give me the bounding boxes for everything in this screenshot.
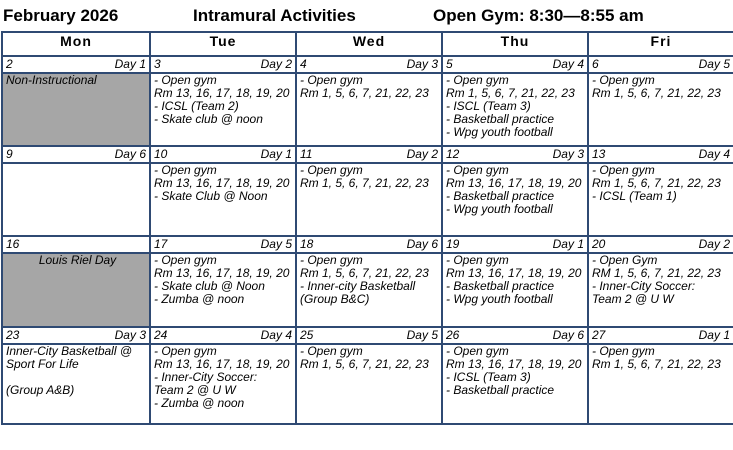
day-content-row <box>2 253 733 327</box>
date-number: 20 <box>592 237 606 251</box>
date-number: 24 <box>154 328 168 342</box>
cycle-day-label: Day 1 <box>260 147 292 161</box>
date-number: 27 <box>592 328 606 342</box>
activity-line: Rm 1, 5, 6, 7, 21, 22, 23 <box>300 266 429 280</box>
cycle-day-label: Day 4 <box>260 328 292 342</box>
activity-line: - Open gym <box>446 163 509 177</box>
day-cell-header <box>150 236 296 253</box>
activity-line: - Basketball practice <box>446 112 555 126</box>
day-activities-cell <box>588 253 733 327</box>
activity-line: Rm 13, 16, 17, 18, 19, 20 <box>154 357 290 371</box>
cycle-day-label: Day 6 <box>406 237 438 251</box>
activity-line: - Open gym <box>446 253 509 267</box>
day-activities-cell <box>2 344 150 424</box>
day-cell-header <box>588 56 733 73</box>
day-cell-header <box>442 236 588 253</box>
day-content-row <box>2 344 733 424</box>
day-cell-header <box>296 236 442 253</box>
day-cell-header <box>2 327 150 344</box>
date-header-row <box>2 146 733 163</box>
day-activities-cell <box>442 344 588 424</box>
cycle-day-label: Day 5 <box>406 328 438 342</box>
activity-line: Rm 13, 16, 17, 18, 19, 20 <box>154 176 290 190</box>
activity-line: (Group A&B) <box>6 383 75 397</box>
activity-line: Team 2 @ U W <box>154 383 236 397</box>
activity-line: Rm 1, 5, 6, 7, 21, 22, 23 <box>300 176 429 190</box>
day-cell-header <box>150 327 296 344</box>
activity-line: - Open Gym <box>592 253 658 267</box>
activity-line: - Open gym <box>300 344 363 358</box>
activity-line: - ICSL (Team 1) <box>592 189 677 203</box>
activity-line: Rm 13, 16, 17, 18, 19, 20 <box>446 266 582 280</box>
activity-line: - Open gym <box>300 163 363 177</box>
activity-line: - Wpg youth football <box>446 125 553 139</box>
cycle-day-label: Day 4 <box>698 147 730 161</box>
activity-line: Team 2 @ U W <box>592 292 674 306</box>
activity-line: - Basketball practice <box>446 279 555 293</box>
activity-line: - Open gym <box>300 73 363 87</box>
activity-line: - Zumba @ noon <box>154 396 245 410</box>
activity-line: - ICSL (Team 2) <box>154 99 239 113</box>
date-number: 19 <box>446 237 460 251</box>
calendar-table <box>1 31 733 425</box>
activity-line: - Inner-City Soccer: <box>154 370 258 384</box>
day-cell-header <box>588 146 733 163</box>
day-cell-header <box>150 146 296 163</box>
title-bar <box>0 0 733 32</box>
day-activities-cell <box>296 253 442 327</box>
cycle-day-label: Day 5 <box>260 237 292 251</box>
weekday-wed: Wed <box>296 32 442 56</box>
date-number: 12 <box>446 147 460 161</box>
activity-line: - Skate club @ noon <box>154 112 263 126</box>
date-header-row <box>2 327 733 344</box>
date-number: 6 <box>592 57 599 71</box>
activity-line: - Open gym <box>154 344 217 358</box>
activity-line: - Zumba @ noon <box>154 292 245 306</box>
activity-line: Rm 1, 5, 6, 7, 21, 22, 23 <box>592 357 721 371</box>
activity-line: - Open gym <box>592 163 655 177</box>
date-number: 13 <box>592 147 606 161</box>
cycle-day-label: Day 2 <box>260 57 292 71</box>
day-cell-header <box>2 236 150 253</box>
date-number: 23 <box>6 328 20 342</box>
day-activities-cell <box>150 253 296 327</box>
date-number: 26 <box>446 328 460 342</box>
date-number: 2 <box>6 57 13 71</box>
activity-line: Rm 13, 16, 17, 18, 19, 20 <box>154 266 290 280</box>
cycle-day-label: Day 4 <box>552 57 584 71</box>
day-activities-cell <box>296 163 442 236</box>
day-cell-header <box>2 56 150 73</box>
activity-line: Rm 1, 5, 6, 7, 21, 22, 23 <box>300 86 429 100</box>
weekday-fri: Fri <box>588 32 733 56</box>
cycle-day-label: Day 3 <box>406 57 438 71</box>
cycle-day-label: Day 2 <box>406 147 438 161</box>
activity-line: - Open gym <box>446 344 509 358</box>
activity-line: Rm 1, 5, 6, 7, 21, 22, 23 <box>300 357 429 371</box>
day-activities-cell <box>2 163 150 236</box>
activity-line: Inner-City Basketball @ <box>6 344 133 358</box>
day-cell-header <box>2 146 150 163</box>
day-activities-cell <box>150 73 296 146</box>
cycle-day-label: Day 1 <box>698 328 730 342</box>
month-title: February 2026 <box>3 6 119 25</box>
date-number: 10 <box>154 147 168 161</box>
activity-line: Louis Riel Day <box>38 253 117 267</box>
activity-line: - Open gym <box>154 253 217 267</box>
cycle-day-label: Day 6 <box>114 147 146 161</box>
activity-line: Rm 13, 16, 17, 18, 19, 20 <box>446 176 582 190</box>
date-number: 4 <box>300 57 307 71</box>
day-activities-cell <box>588 163 733 236</box>
cycle-day-label: Day 3 <box>552 147 584 161</box>
day-activities-cell <box>442 73 588 146</box>
date-number: 5 <box>446 57 453 71</box>
cycle-day-label: Day 1 <box>114 57 146 71</box>
activity-line: (Group B&C) <box>300 292 370 306</box>
cycle-day-label: Day 3 <box>114 328 146 342</box>
day-cell-header <box>296 146 442 163</box>
open-gym-hours: Open Gym: 8:30—8:55 am <box>433 6 644 25</box>
date-number: 11 <box>300 147 313 161</box>
activity-line: Non-Instructional <box>6 73 97 87</box>
activity-line: - ICSL (Team 3) <box>446 370 531 384</box>
day-cell-header <box>150 56 296 73</box>
date-number: 17 <box>154 237 168 251</box>
day-cell-header <box>442 327 588 344</box>
day-content-row <box>2 73 733 146</box>
weekday-header-row <box>2 32 733 56</box>
day-activities-cell <box>150 163 296 236</box>
day-activities-cell <box>442 253 588 327</box>
activity-line: - Basketball practice <box>446 383 555 397</box>
day-content-row <box>2 163 733 236</box>
date-header-row <box>2 56 733 73</box>
date-number: 16 <box>6 237 20 251</box>
day-activities-cell <box>442 163 588 236</box>
date-number: 9 <box>6 147 13 161</box>
day-cell-header <box>442 56 588 73</box>
activity-line: - Skate club @ Noon <box>154 279 265 293</box>
activity-line: - Open gym <box>300 253 363 267</box>
cycle-day-label: Day 1 <box>552 237 584 251</box>
date-number: 18 <box>300 237 314 251</box>
activity-line: Rm 13, 16, 17, 18, 19, 20 <box>446 357 582 371</box>
weekday-tue: Tue <box>150 32 296 56</box>
activity-line: - Open gym <box>592 73 655 87</box>
activity-line: Rm 1, 5, 6, 7, 21, 22, 23 <box>446 86 575 100</box>
calendar-body <box>2 56 733 424</box>
day-cell-header <box>296 56 442 73</box>
activity-line: - Open gym <box>592 344 655 358</box>
activity-line: Rm 1, 5, 6, 7, 21, 22, 23 <box>592 176 721 190</box>
activity-line: - Inner-city Basketball <box>300 279 416 293</box>
activity-line: - Skate Club @ Noon <box>154 189 268 203</box>
date-number: 3 <box>154 57 161 71</box>
weekday-mon: Mon <box>2 32 150 56</box>
non-school-day-cell <box>2 73 150 146</box>
activity-line: Rm 13, 16, 17, 18, 19, 20 <box>154 86 290 100</box>
day-activities-cell <box>588 73 733 146</box>
day-cell-header <box>442 146 588 163</box>
activity-line: RM 1, 5, 6, 7, 21, 22, 23 <box>592 266 721 280</box>
activity-line: Rm 1, 5, 6, 7, 21, 22, 23 <box>592 86 721 100</box>
cycle-day-label: Day 2 <box>698 237 730 251</box>
activity-line: Sport For Life <box>6 357 79 371</box>
activity-line: - Open gym <box>154 73 217 87</box>
activity-line: - Wpg youth football <box>446 202 553 216</box>
day-activities-cell <box>150 344 296 424</box>
non-school-day-cell <box>2 253 150 327</box>
activity-line: - Wpg youth football <box>446 292 553 306</box>
day-activities-cell <box>296 73 442 146</box>
day-activities-cell <box>588 344 733 424</box>
weekday-thu: Thu <box>442 32 588 56</box>
activity-line: - Inner-City Soccer: <box>592 279 696 293</box>
cycle-day-label: Day 6 <box>552 328 584 342</box>
activity-line: - ISCL (Team 3) <box>446 99 531 113</box>
page-title: Intramural Activities <box>193 6 356 25</box>
activity-line: - Open gym <box>446 73 509 87</box>
day-activities-cell <box>296 344 442 424</box>
date-number: 25 <box>300 328 314 342</box>
day-cell-header <box>296 327 442 344</box>
date-header-row <box>2 236 733 253</box>
cycle-day-label: Day 5 <box>698 57 730 71</box>
activity-line: - Basketball practice <box>446 189 555 203</box>
activity-line: - Open gym <box>154 163 217 177</box>
day-cell-header <box>588 236 733 253</box>
day-cell-header <box>588 327 733 344</box>
